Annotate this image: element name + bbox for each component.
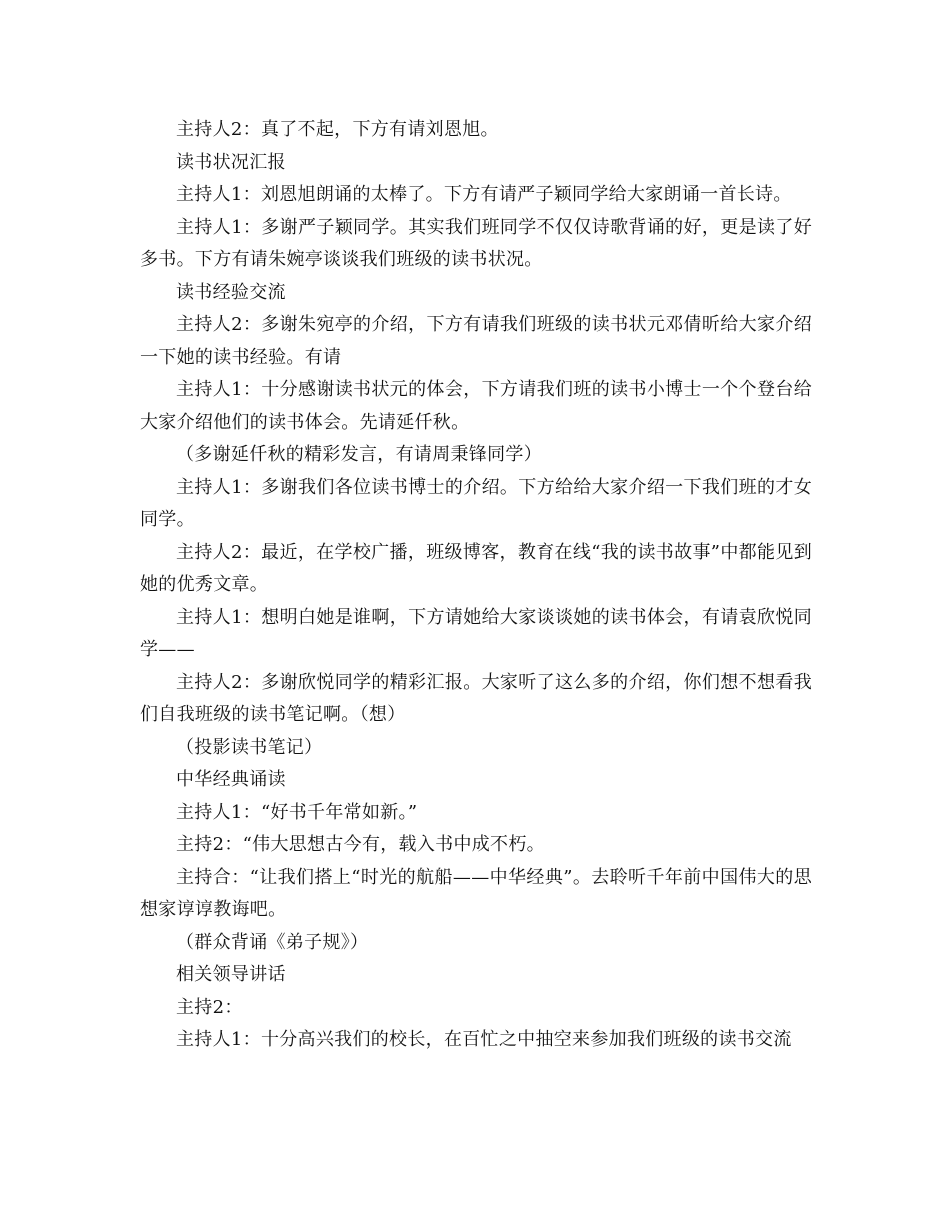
document-body [140,114,812,1057]
paragraph: 主持人1：想明白她是谁啊，下方请她给大家谈谈她的读书体会，有请袁欣悦同学—— [140,606,812,660]
paragraph: 主持2： [176,996,243,1018]
paragraph: 主持人1：十分感谢读书状元的体会，下方请我们班的读书小博士一个个登台给大家介绍他们的读书体会。先请延仟秋。 [140,379,812,433]
section-heading: 读书状况汇报 [176,151,286,173]
paragraph: 主持人2：多谢欣悦同学的精彩汇报。大家听了这么多的介绍，你们想不想看我们自我班级的读书笔记啊。（想） [140,671,812,725]
section-heading: 相关领导讲话 [176,964,286,985]
paragraph: 主持人1：多谢严子颖同学。其实我们班同学不仅仅诗歌背诵的好，更是读了好多书。下方有请朱婉亭谈谈我们班级的读书状况。 [140,216,812,270]
paragraph: 主持人2：真了不起，下方有请刘恩旭。 [176,119,499,140]
paragraph: 主持人2：最近，在学校广播，班级博客，教育在线“我的读书故事”中都能见到她的优秀文章。 [140,541,812,595]
stage-direction: （投影读书笔记） [176,736,323,758]
paragraph: 主持人1：多谢我们各位读书博士的介绍。下方给给大家介绍一下我们班的才女同学。 [140,476,812,530]
paragraph: 主持人2：多谢朱宛亭的介绍，下方有请我们班级的读书状元邓倩昕给大家介绍一下她的读书经验。有请 [140,314,812,368]
paragraph: 主持人1：十分高兴我们的校长，在百忙之中抽空来参加我们班级的读书交流 [176,1029,792,1050]
paragraph: 主持2：“伟大思想古今有，载入书中成不朽。 [176,834,545,855]
section-heading: 读书经验交流 [176,281,286,303]
stage-direction: （多谢延仟秋的精彩发言，有请周秉锋同学） [176,444,542,465]
paragraph: 主持人1：刘恩旭朗诵的太棒了。下方有请严子颖同学给大家朗诵一首长诗。 [176,184,792,205]
stage-direction: （群众背诵《弟子规》） [176,931,369,953]
section-heading: 中华经典诵读 [176,769,286,790]
paragraph: 主持人1：“好书千年常如新。” [176,801,418,823]
paragraph: 主持合：“让我们搭上“时光的航船——中华经典”。去聆听千年前中国伟大的思想家谆谆教诲吧。 [140,866,812,920]
